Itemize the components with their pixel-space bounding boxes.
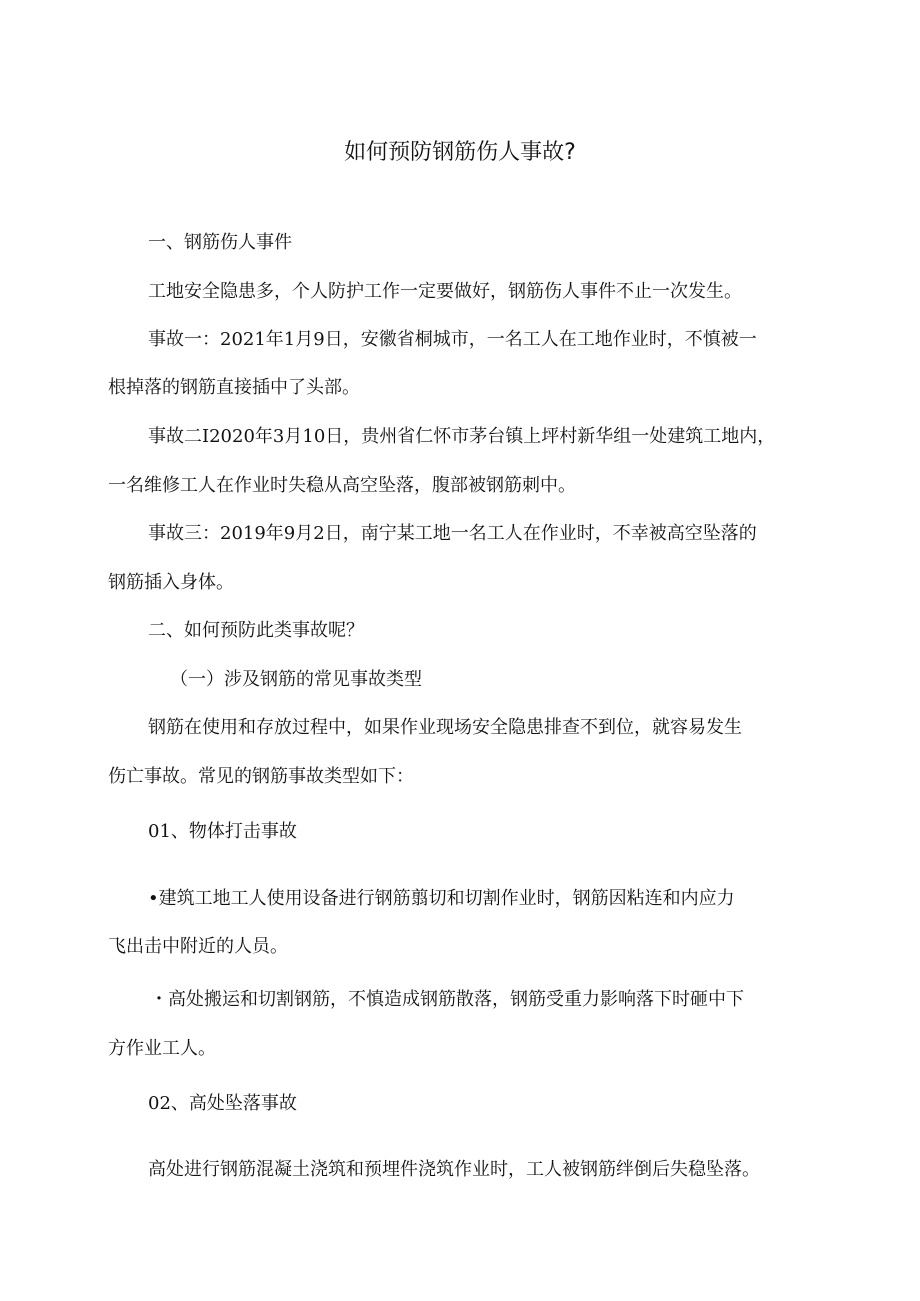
case-1-line-2: 根掉落的钢筋直接插中了头部。 xyxy=(108,377,360,398)
type-02-heading: 02、高处坠落事故 xyxy=(148,1093,297,1114)
case-3-line-2: 钢筋插入身体。 xyxy=(108,572,234,593)
bullet-1-line-2: 飞出击中附近的人员。 xyxy=(108,936,288,957)
case-2-line-1: 事故二I2020年3月10日，贵州省仁怀市茅台镇上坪村新华组一处建筑工地内， xyxy=(148,426,776,447)
section-2-paragraph-line-1: 钢筋在使用和存放过程中，如果作业现场安全隐患排查不到位，就容易发生 xyxy=(148,717,742,738)
section-2-paragraph-line-2: 伤亡事故。常见的钢筋事故类型如下： xyxy=(108,766,414,787)
case-2-line-2: 一名维修工人在作业时失稳从高空坠落，腹部被钢筋刺中。 xyxy=(108,475,576,496)
section-2-subheading: （一）涉及钢筋的常见事故类型 xyxy=(170,669,422,690)
bullet-2-line-1: ・高处搬运和切割钢筋，不慎造成钢筋散落，钢筋受重力影响落下时砸中下 xyxy=(150,989,744,1010)
type-01-heading: 01、物体打击事故 xyxy=(148,821,297,842)
section-1-heading: 一、钢筋伤人事件 xyxy=(148,232,292,253)
type-02-paragraph: 高处进行钢筋混凝土浇筑和预埋件浇筑作业时，工人被钢筋绊倒后失稳坠落。 xyxy=(148,1159,760,1180)
case-3-line-1: 事故三：2019年9月2日，南宁某工地一名工人在作业时，不幸被高空坠落的 xyxy=(148,523,757,544)
case-1-line-1: 事故一：2021年1月9日，安徽省桐城市，一名工人在工地作业时，不慎被一 xyxy=(148,329,757,350)
document-title: 如何预防钢筋伤人事故? xyxy=(344,140,576,165)
section-1-intro: 工地安全隐患多，个人防护工作一定要做好，钢筋伤人事件不止一次发生。 xyxy=(148,281,742,302)
bullet-1-line-1: •建筑工地工人使用设备进行钢筋翦切和切割作业时，钢筋因粘连和内应力 xyxy=(148,888,735,909)
section-2-heading: 二、如何预防此类事故呢？ xyxy=(148,620,364,641)
bullet-2-line-2: 方作业工人。 xyxy=(108,1038,216,1059)
